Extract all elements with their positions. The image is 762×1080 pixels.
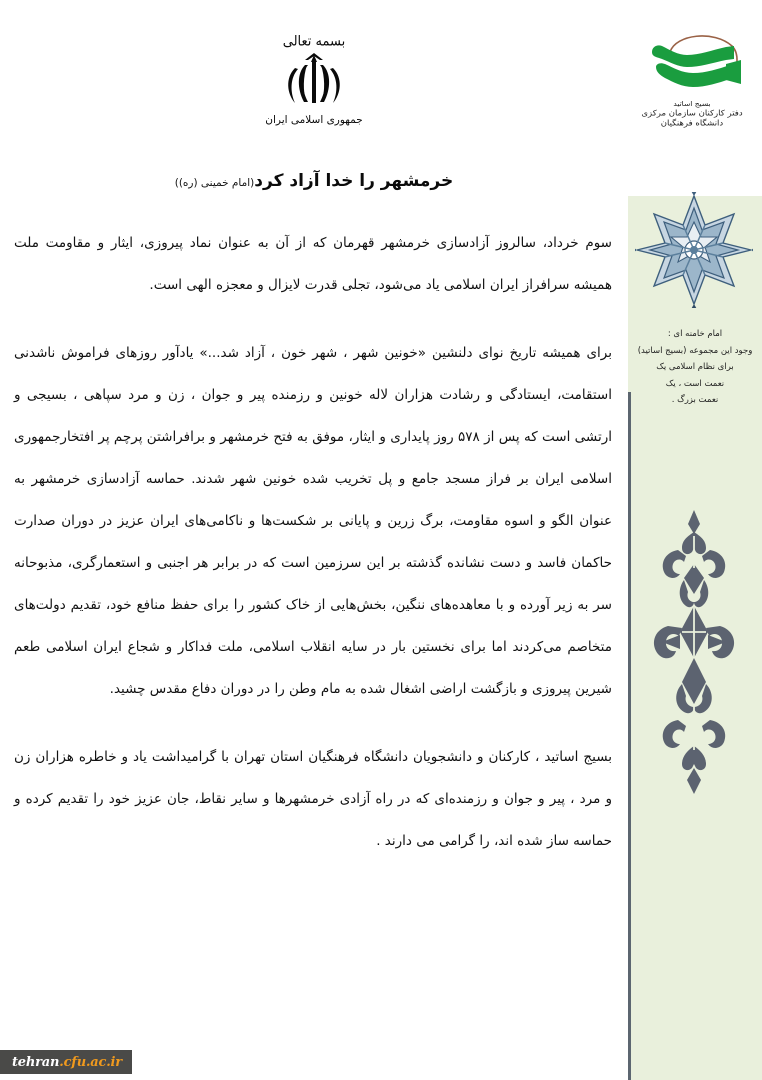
watermark-domain: .cfu.ac.ir bbox=[59, 1054, 122, 1070]
page-title bbox=[0, 171, 628, 191]
site-watermark bbox=[0, 1050, 132, 1074]
watermark-host: tehran bbox=[12, 1054, 60, 1070]
iran-national-emblem-icon bbox=[0, 51, 628, 111]
star-medallion-ornament-icon bbox=[632, 192, 756, 312]
paragraph: بسیج اساتید ، کارکنان و دانشجویان دانشگاه فرهنگیان استان تهران با گرامیداشت یاد و خاطره هزاران زن و مرد ، پیر و جوان و رزمنده‌ای که در راه آزادی خرمشهرها و سایر نقاط، جان عزیز خود را تقدیم کرده و حماسه ساز شده اند، را گرامی می دارند . bbox=[14, 749, 612, 849]
emblem-caption: جمهوری اسلامی ایران bbox=[265, 114, 363, 126]
quote-block bbox=[636, 326, 754, 409]
quote-line: نعمت بزرگ . bbox=[671, 395, 719, 406]
quote-line: برای نظام اسلامی یک bbox=[656, 362, 734, 373]
organization-logo bbox=[628, 26, 756, 176]
quote-line: وجود این مجموعه (بسیج اساتید) bbox=[637, 345, 753, 356]
quote-speaker: امام خامنه ای : bbox=[667, 329, 723, 339]
dove-logo-icon bbox=[628, 26, 756, 98]
national-emblem-block bbox=[0, 34, 628, 126]
logo-script-line-2: دفتر کارکنان سازمان مرکزی دانشگاه فرهنگیان bbox=[641, 109, 743, 129]
bismillah-text: بسمه تعالی bbox=[282, 33, 346, 50]
page-title-main: خرمشهر را خدا آزاد کرد bbox=[254, 171, 454, 191]
page-title-attribution: (امام خمینی (ره)) bbox=[174, 177, 255, 189]
paragraph: سوم خرداد، سالروز آزادسازی خرمشهر قهرمان که از آن به عنوان نماد پیروزی، ایثار و مقاومت ملت همیشه سرافراز ایران اسلامی یاد می‌شود، تجلی قدرت لایزال و معجزه الهی است. bbox=[14, 235, 612, 293]
sidebar-divider bbox=[628, 392, 631, 1080]
paragraph: برای همیشه تاریخ نوای دلنشین «خونین شهر ، شهر خون ، آزاد شد...» یادآور روزهای فراموش ناشدنی استقامت، ایستادگی و رشادت هزاران لاله خونین و رزمنده پیر و جوان ، زن و مرد سپاهی ، بسیجی و ارتشی است که پس از ۵۷۸ روز پایداری و ایثار، موفق به فتح خرمشهر و برافراشتن پرچم پر افتخارجمهوری اسلامی ایران بر فراز مسجد جامع و پل تخریب شده خونین شهر شدند. حماسه آزادسازی خرمشهر به عنوان الگو و اسوه مقاومت، برگ زرین و پایانی بر شکست‌ها و ناکامی‌های ایران عزیز در دوران صدارت حاکمان فاسد و دست نشانده گذشته بر این سرزمین است که در برابر هر اجنبی و استعمارگری، مذبوحانه سر به زیر آورده و با معاهده‌های ننگین، بخش‌هایی از خاک کشور را برای حفظ منافع خود، تقدیم دولت‌های متخاصم می‌کردند اما برای نخستین بار در سایه انقلاب اسلامی، ملت فداکار و شجاع ایران اسلامی طعم شیرین پیروزی و بازگشت اراضی اشغال شده به مام وطن را در دوران دفاع مقدس چشید. bbox=[14, 345, 612, 697]
logo-script-line-1: بسیج اساتید bbox=[673, 99, 711, 108]
quote-line: نعمت است ، یک bbox=[665, 378, 725, 389]
vertical-arabesque-ornament-icon bbox=[648, 506, 740, 796]
right-sidebar bbox=[628, 0, 762, 1080]
body-text-container bbox=[0, 222, 628, 862]
